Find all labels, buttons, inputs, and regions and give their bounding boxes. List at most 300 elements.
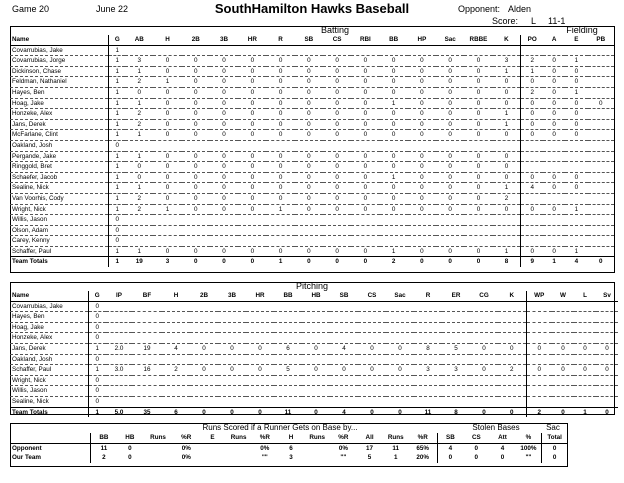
batting-row-mcfarlane-clint-cell-12: 0 bbox=[408, 130, 436, 141]
batting-row-covarrubias-jake-cell-10 bbox=[351, 45, 379, 56]
batting-row-dickinson-chase-cell-3: 0 bbox=[153, 66, 181, 77]
pitching-row-willis-jason-cell-2 bbox=[106, 386, 132, 397]
batting-row-hoag-jake-cell-12: 0 bbox=[408, 98, 436, 109]
summary-row-opponent-cell-11: 17 bbox=[366, 444, 374, 452]
batting-row-schaefer-jacob-cell-7: 0 bbox=[266, 172, 294, 183]
batting-row-feldman-nathaniel-cell-15: 0 bbox=[493, 77, 521, 88]
batting-row-hayes-ben-cell-name: Hayes, Ben bbox=[10, 87, 109, 98]
pitching-row-honzeke-alex-cell-9 bbox=[302, 333, 330, 344]
batting-row-schaefer-jacob-cell-9: 0 bbox=[323, 172, 351, 183]
pitching-totals-row-cell-18: 0 bbox=[552, 407, 574, 417]
pitching-row-schaffer-paul-cell-11: 0 bbox=[358, 365, 386, 376]
pitching-row-covarrubias-jake-cell-14 bbox=[442, 301, 470, 312]
batting-title: Batting bbox=[320, 25, 350, 35]
pitching-row-jans-derek-cell-3: 19 bbox=[132, 343, 162, 354]
batting-row-jans-derek-cell-2: 2 bbox=[125, 119, 153, 130]
batting-row-hoag-jake-cell-3: 0 bbox=[153, 98, 181, 109]
pitching-row-schaffer-paul-cell-4: 2 bbox=[162, 365, 190, 376]
pitching-row-honzeke-alex-cell-10 bbox=[330, 333, 358, 344]
batting-row-sealine-nick-cell-1: 1 bbox=[109, 183, 125, 194]
pitching-row-honzeke-alex-cell-11 bbox=[358, 333, 386, 344]
pitching-row-willis-jason-cell-14 bbox=[442, 386, 470, 397]
batting-row-oakland-josh-cell-16 bbox=[521, 140, 543, 151]
batting-row-ringgold-bret-cell-3: 0 bbox=[153, 162, 181, 173]
pitching-row-honzeke-alex-cell-18 bbox=[552, 333, 574, 344]
batting-row-pergande-jake-cell-9: 0 bbox=[323, 151, 351, 162]
batting-row-van-voorhis-cody-cell-17 bbox=[543, 193, 565, 204]
batting-row-honzeke-alex-cell-5: 0 bbox=[210, 109, 238, 120]
pitching-row-covarrubias-jake-cell-6 bbox=[218, 301, 246, 312]
batting-row-van-voorhis-cody-cell-19 bbox=[588, 193, 615, 204]
pitching-header-row-cell-6: 3B bbox=[218, 291, 246, 301]
batting-header-row bbox=[10, 35, 614, 45]
pitching-row-hoag-jake-cell-15 bbox=[470, 322, 498, 333]
summary-header-row-cell-10: %R bbox=[330, 433, 356, 443]
batting-row-oakland-josh-cell-12 bbox=[408, 140, 436, 151]
batting-row-willis-jason-cell-2 bbox=[125, 215, 153, 226]
opponent-name: Alden bbox=[508, 4, 532, 14]
batting-row-feldman-nathaniel-cell-6: 0 bbox=[238, 77, 266, 88]
batting-header-row-cell-17: A bbox=[543, 35, 565, 45]
pitching-row-hayes-ben-cell-1: 0 bbox=[88, 312, 106, 323]
pitching-row-jans-derek-cell-18: 0 bbox=[552, 343, 574, 354]
summary-row-our-team-cell-name: Our Team bbox=[12, 454, 41, 462]
pitching-row-willis-jason-cell-8 bbox=[274, 386, 302, 397]
batting-row-honzeke-alex-cell-10: 0 bbox=[351, 109, 379, 120]
batting-totals-row-cell-5: 0 bbox=[210, 257, 238, 267]
batting-row-covarrubias-jorge-cell-11: 0 bbox=[380, 56, 408, 67]
batting-row-honzeke-alex-cell-9: 0 bbox=[323, 109, 351, 120]
batting-row-honzeke-alex-cell-8: 0 bbox=[295, 109, 323, 120]
batting-row-hoag-jake-cell-1: 1 bbox=[109, 98, 125, 109]
pitching-row-hayes-ben-cell-12 bbox=[386, 312, 414, 323]
batting-row-wright-nick-cell-3: 1 bbox=[153, 204, 181, 215]
batting-row-ringgold-bret bbox=[10, 162, 614, 173]
pitching-row-hayes-ben-cell-16 bbox=[498, 312, 526, 323]
batting-row-hayes-ben-cell-8: 0 bbox=[295, 87, 323, 98]
batting-row-schaffer-paul-cell-5: 0 bbox=[210, 246, 238, 257]
batting-row-willis-jason-cell-7 bbox=[266, 215, 294, 226]
pitching-header-row-cell-17: WP bbox=[526, 291, 552, 301]
batting-row-pergande-jake-cell-7: 0 bbox=[266, 151, 294, 162]
batting-totals-row-cell-18: 4 bbox=[565, 257, 587, 267]
batting-row-schaffer-paul bbox=[10, 246, 614, 257]
pitching-row-oakland-josh-cell-2 bbox=[106, 354, 132, 365]
batting-row-van-voorhis-cody bbox=[10, 193, 614, 204]
batting-row-ringgold-bret-cell-19 bbox=[588, 162, 615, 173]
batting-row-van-voorhis-cody-cell-2: 2 bbox=[125, 193, 153, 204]
batting-row-dickinson-chase-cell-9: 0 bbox=[323, 66, 351, 77]
pitching-row-hoag-jake-cell-9 bbox=[302, 322, 330, 333]
batting-row-hayes-ben-cell-13: 0 bbox=[436, 87, 464, 98]
pitching-row-sealine-nick-cell-13 bbox=[414, 396, 442, 407]
pitching-row-schaffer-paul-cell-3: 16 bbox=[132, 365, 162, 376]
pitching-row-wright-nick-cell-18 bbox=[552, 375, 574, 386]
batting-totals-row-cell-13: 0 bbox=[436, 257, 464, 267]
pitching-row-wright-nick-cell-10 bbox=[330, 375, 358, 386]
pitching-row-honzeke-alex-cell-6 bbox=[218, 333, 246, 344]
batting-row-van-voorhis-cody-cell-10: 0 bbox=[351, 193, 379, 204]
batting-row-carey-kenny bbox=[10, 236, 614, 247]
summary-row-opponent-cell-16: 4 bbox=[500, 444, 505, 452]
batting-row-pergande-jake-cell-5: 0 bbox=[210, 151, 238, 162]
pitching-row-honzeke-alex-cell-1: 0 bbox=[88, 333, 106, 344]
stolen-bases-title: Stolen Bases bbox=[472, 423, 520, 432]
pitching-row-jans-derek-cell-4: 4 bbox=[162, 343, 190, 354]
batting-row-schaefer-jacob-cell-12: 0 bbox=[408, 172, 436, 183]
batting-row-covarrubias-jorge-cell-14: 0 bbox=[464, 56, 492, 67]
pitching-row-willis-jason-cell-18 bbox=[552, 386, 574, 397]
pitching-row-jans-derek-cell-12: 0 bbox=[386, 343, 414, 354]
batting-row-jans-derek-cell-7: 0 bbox=[266, 119, 294, 130]
pitching-row-covarrubias-jake-cell-2 bbox=[106, 301, 132, 312]
pitching-row-hayes-ben-cell-7 bbox=[246, 312, 274, 323]
batting-row-schaefer-jacob-cell-17: 0 bbox=[543, 172, 565, 183]
batting-row-jans-derek-cell-9: 0 bbox=[323, 119, 351, 130]
pitching-row-sealine-nick-cell-11 bbox=[358, 396, 386, 407]
batting-row-wright-nick-cell-15: 0 bbox=[493, 204, 521, 215]
pitching-row-jans-derek-cell-2: 2.0 bbox=[106, 343, 132, 354]
pitching-row-willis-jason-cell-17 bbox=[526, 386, 552, 397]
batting-row-carey-kenny-cell-18 bbox=[565, 236, 587, 247]
batting-row-sealine-nick-cell-18: 0 bbox=[565, 183, 587, 194]
pitching-row-willis-jason-cell-6 bbox=[218, 386, 246, 397]
batting-header-row-cell-19: PB bbox=[588, 35, 615, 45]
pitching-row-jans-derek-cell-5: 0 bbox=[190, 343, 218, 354]
batting-row-hoag-jake-cell-7: 0 bbox=[266, 98, 294, 109]
sac-title: Sac bbox=[546, 423, 560, 432]
batting-row-schaffer-paul-cell-6: 0 bbox=[238, 246, 266, 257]
batting-row-dickinson-chase-cell-12: 0 bbox=[408, 66, 436, 77]
batting-row-van-voorhis-cody-cell-7: 0 bbox=[266, 193, 294, 204]
pitching-row-hayes-ben-cell-3 bbox=[132, 312, 162, 323]
pitching-row-willis-jason bbox=[10, 386, 618, 397]
batting-row-feldman-nathaniel bbox=[10, 77, 614, 88]
batting-header-row-cell-3: H bbox=[153, 35, 181, 45]
batting-row-willis-jason-cell-6 bbox=[238, 215, 266, 226]
batting-row-honzeke-alex-cell-17: 0 bbox=[543, 109, 565, 120]
pitching-row-sealine-nick-cell-18 bbox=[552, 396, 574, 407]
pitching-row-wright-nick bbox=[10, 375, 618, 386]
batting-row-carey-kenny-cell-14 bbox=[464, 236, 492, 247]
batting-row-carey-kenny-cell-11 bbox=[380, 236, 408, 247]
batting-row-honzeke-alex-cell-18: 0 bbox=[565, 109, 587, 120]
batting-row-wright-nick-cell-11: 0 bbox=[380, 204, 408, 215]
summary-header-row-cell-15: CS bbox=[463, 433, 489, 443]
batting-totals-row-cell-10: 0 bbox=[351, 257, 379, 267]
batting-row-jans-derek-cell-14: 0 bbox=[464, 119, 492, 130]
summary-row-our-team-cell-17: "" bbox=[525, 454, 532, 462]
batting-row-wright-nick-cell-14: 0 bbox=[464, 204, 492, 215]
pitching-row-covarrubias-jake-cell-20 bbox=[596, 301, 618, 312]
pitching-row-covarrubias-jake-cell-18 bbox=[552, 301, 574, 312]
batting-row-van-voorhis-cody-cell-6: 0 bbox=[238, 193, 266, 204]
batting-row-olson-adam-cell-8 bbox=[295, 225, 323, 236]
summary-row-opponent-cell-name: Opponent bbox=[12, 444, 42, 452]
batting-row-olson-adam-cell-4 bbox=[182, 225, 210, 236]
pitching-row-hoag-jake-cell-13 bbox=[414, 322, 442, 333]
batting-row-olson-adam-cell-name: Olson, Adam bbox=[10, 225, 109, 236]
batting-row-jans-derek-cell-10: 0 bbox=[351, 119, 379, 130]
pitching-row-oakland-josh-cell-1: 0 bbox=[88, 354, 106, 365]
batting-row-feldman-nathaniel-cell-12: 0 bbox=[408, 77, 436, 88]
batting-row-wright-nick-cell-12: 0 bbox=[408, 204, 436, 215]
batting-row-jans-derek-cell-4: 0 bbox=[182, 119, 210, 130]
batting-row-feldman-nathaniel-cell-11: 0 bbox=[380, 77, 408, 88]
pitching-row-wright-nick-cell-13 bbox=[414, 375, 442, 386]
batting-row-dickinson-chase-cell-10: 0 bbox=[351, 66, 379, 77]
pitching-row-oakland-josh-cell-6 bbox=[218, 354, 246, 365]
batting-row-carey-kenny-cell-17 bbox=[543, 236, 565, 247]
summary-row-our-team-cell-4: 0% bbox=[181, 454, 191, 462]
batting-row-covarrubias-jake-cell-6 bbox=[238, 45, 266, 56]
batting-row-pergande-jake-cell-10: 0 bbox=[351, 151, 379, 162]
batting-row-van-voorhis-cody-cell-8: 0 bbox=[295, 193, 323, 204]
pitching-row-hoag-jake-cell-1: 0 bbox=[88, 322, 106, 333]
batting-row-covarrubias-jake-cell-15 bbox=[493, 45, 521, 56]
batting-row-covarrubias-jorge-cell-16: 2 bbox=[521, 56, 543, 67]
pitching-row-jans-derek-cell-9: 0 bbox=[302, 343, 330, 354]
pitching-row-covarrubias-jake-cell-17 bbox=[526, 301, 552, 312]
batting-header-row-cell-12: HP bbox=[408, 35, 436, 45]
summary-row-opponent-cell-17: 100% bbox=[520, 444, 537, 452]
batting-row-willis-jason-cell-3 bbox=[153, 215, 181, 226]
batting-row-dickinson-chase-cell-5: 0 bbox=[210, 66, 238, 77]
batting-header-row-cell-10: RBI bbox=[351, 35, 379, 45]
pitching-row-willis-jason-cell-16 bbox=[498, 386, 526, 397]
pitching-row-jans-derek-cell-14: 5 bbox=[442, 343, 470, 354]
summary-row-our-team-cell-16: 0 bbox=[500, 454, 505, 462]
batting-row-schaffer-paul-cell-9: 0 bbox=[323, 246, 351, 257]
pitching-row-covarrubias-jake-cell-5 bbox=[190, 301, 218, 312]
batting-row-schaffer-paul-cell-19 bbox=[588, 246, 615, 257]
batting-row-pergande-jake-cell-14: 0 bbox=[464, 151, 492, 162]
pitching-row-hayes-ben-cell-18 bbox=[552, 312, 574, 323]
batting-row-oakland-josh bbox=[10, 140, 614, 151]
batting-row-jans-derek bbox=[10, 119, 614, 130]
pitching-row-sealine-nick-cell-9 bbox=[302, 396, 330, 407]
batting-row-hayes-ben-cell-7: 0 bbox=[266, 87, 294, 98]
batting-row-dickinson-chase-cell-6: 0 bbox=[238, 66, 266, 77]
batting-row-covarrubias-jake-cell-17 bbox=[543, 45, 565, 56]
batting-row-schaefer-jacob-cell-16: 0 bbox=[521, 172, 543, 183]
batting-row-carey-kenny-cell-8 bbox=[295, 236, 323, 247]
summary-row-opponent-cell-2: 0 bbox=[128, 444, 132, 452]
batting-row-schaffer-paul-cell-14: 0 bbox=[464, 246, 492, 257]
pitching-row-oakland-josh-cell-15 bbox=[470, 354, 498, 365]
batting-header-row-cell-9: CS bbox=[323, 35, 351, 45]
batting-row-oakland-josh-cell-14 bbox=[464, 140, 492, 151]
batting-header-row-cell-14: RBBE bbox=[464, 35, 492, 45]
batting-row-hoag-jake-cell-name: Hoag, Jake bbox=[10, 98, 109, 109]
batting-row-pergande-jake-cell-18 bbox=[565, 151, 587, 162]
pitching-row-honzeke-alex-cell-14 bbox=[442, 333, 470, 344]
pitching-header-row-cell-13: R bbox=[414, 291, 442, 301]
batting-row-pergande-jake-cell-6: 0 bbox=[238, 151, 266, 162]
pitching-row-hayes-ben-cell-13 bbox=[414, 312, 442, 323]
batting-row-willis-jason-cell-4 bbox=[182, 215, 210, 226]
batting-row-schaffer-paul-cell-8: 0 bbox=[295, 246, 323, 257]
batting-row-hoag-jake-cell-10: 0 bbox=[351, 98, 379, 109]
batting-row-hayes-ben bbox=[10, 87, 614, 98]
batting-row-honzeke-alex-cell-name: Honzeke, Alex bbox=[10, 109, 109, 120]
summary-header-row-cell-16: Att bbox=[489, 433, 515, 443]
batting-row-van-voorhis-cody-cell-1: 1 bbox=[109, 193, 125, 204]
batting-row-honzeke-alex-cell-15: 1 bbox=[493, 109, 521, 120]
batting-row-ringgold-bret-cell-4: 0 bbox=[182, 162, 210, 173]
batting-row-hoag-jake-cell-13: 0 bbox=[436, 98, 464, 109]
pitching-row-covarrubias-jake-cell-12 bbox=[386, 301, 414, 312]
pitching-row-covarrubias-jake bbox=[10, 301, 618, 312]
pitching-row-covarrubias-jake-cell-10 bbox=[330, 301, 358, 312]
pitching-row-schaffer-paul-cell-1: 1 bbox=[88, 365, 106, 376]
batting-row-covarrubias-jorge-cell-name: Covarrubias, Jorge bbox=[10, 56, 109, 67]
pitching-row-hayes-ben-cell-11 bbox=[358, 312, 386, 323]
pitching-row-hayes-ben-cell-5 bbox=[190, 312, 218, 323]
batting-row-covarrubias-jake-cell-2 bbox=[125, 45, 153, 56]
batting-row-willis-jason-cell-18 bbox=[565, 215, 587, 226]
pitching-row-honzeke-alex-cell-12 bbox=[386, 333, 414, 344]
batting-row-jans-derek-cell-8: 0 bbox=[295, 119, 323, 130]
batting-totals-row-cell-name: Team Totals bbox=[10, 257, 109, 267]
batting-row-jans-derek-cell-16: 0 bbox=[521, 119, 543, 130]
pitching-row-schaffer-paul-cell-13: 3 bbox=[414, 365, 442, 376]
pitching-row-oakland-josh-cell-18 bbox=[552, 354, 574, 365]
pitching-row-willis-jason-cell-7 bbox=[246, 386, 274, 397]
pitching-row-wright-nick-cell-4 bbox=[162, 375, 190, 386]
batting-row-carey-kenny-cell-7 bbox=[266, 236, 294, 247]
batting-row-olson-adam-cell-9 bbox=[323, 225, 351, 236]
pitching-row-jans-derek-cell-16: 0 bbox=[498, 343, 526, 354]
batting-row-honzeke-alex-cell-6: 0 bbox=[238, 109, 266, 120]
batting-row-schaffer-paul-cell-2: 1 bbox=[125, 246, 153, 257]
batting-totals-row-cell-19: 0 bbox=[588, 257, 615, 267]
batting-row-ringgold-bret-cell-9: 0 bbox=[323, 162, 351, 173]
pitching-header-row-cell-5: 2B bbox=[190, 291, 218, 301]
summary-row-opponent-cell-8: 6 bbox=[289, 444, 293, 452]
pitching-totals-row-cell-5: 0 bbox=[190, 407, 218, 417]
batting-row-oakland-josh-cell-15 bbox=[493, 140, 521, 151]
pitching-row-wright-nick-cell-1: 0 bbox=[88, 375, 106, 386]
pitching-row-hoag-jake-cell-3 bbox=[132, 322, 162, 333]
batting-row-ringgold-bret-cell-17 bbox=[543, 162, 565, 173]
pitching-row-jans-derek-cell-20: 0 bbox=[596, 343, 618, 354]
summary-row-our-team-cell-5 bbox=[199, 453, 225, 463]
pitching-row-jans-derek-cell-19: 0 bbox=[574, 343, 596, 354]
batting-totals-row-cell-11: 2 bbox=[380, 257, 408, 267]
pitching-row-hoag-jake-cell-8 bbox=[274, 322, 302, 333]
batting-row-mcfarlane-clint-cell-3: 0 bbox=[153, 130, 181, 141]
batting-row-olson-adam-cell-19 bbox=[588, 225, 615, 236]
pitching-row-hayes-ben-cell-8 bbox=[274, 312, 302, 323]
pitching-totals-row-cell-20: 0 bbox=[596, 407, 618, 417]
pitching-row-schaffer-paul-cell-12: 0 bbox=[386, 365, 414, 376]
pitching-row-covarrubias-jake-cell-15 bbox=[470, 301, 498, 312]
batting-row-covarrubias-jorge-cell-7: 0 bbox=[266, 56, 294, 67]
pitching-row-willis-jason-cell-20 bbox=[596, 386, 618, 397]
batting-row-ringgold-bret-cell-10: 0 bbox=[351, 162, 379, 173]
batting-row-hayes-ben-cell-5: 0 bbox=[210, 87, 238, 98]
batting-row-oakland-josh-cell-3 bbox=[153, 140, 181, 151]
pitching-row-covarrubias-jake-cell-name: Covarrubias, Jake bbox=[10, 301, 88, 312]
batting-row-ringgold-bret-cell-6: 0 bbox=[238, 162, 266, 173]
batting-row-sealine-nick-cell-19 bbox=[588, 183, 615, 194]
batting-row-hayes-ben-cell-10: 0 bbox=[351, 87, 379, 98]
pitching-row-sealine-nick bbox=[10, 396, 618, 407]
pitching-row-wright-nick-cell-7 bbox=[246, 375, 274, 386]
pitching-row-oakland-josh-cell-5 bbox=[190, 354, 218, 365]
pitching-totals-row bbox=[10, 407, 618, 417]
batting-row-willis-jason-cell-17 bbox=[543, 215, 565, 226]
summary-header-row-cell-6: Runs bbox=[226, 433, 252, 443]
pitching-row-covarrubias-jake-cell-3 bbox=[132, 301, 162, 312]
batting-row-hoag-jake-cell-19: 0 bbox=[588, 98, 615, 109]
batting-row-oakland-josh-cell-name: Oakland, Josh bbox=[10, 140, 109, 151]
batting-row-schaefer-jacob-cell-11: 1 bbox=[380, 172, 408, 183]
batting-row-jans-derek-cell-15: 1 bbox=[493, 119, 521, 130]
batting-row-wright-nick-cell-2: 2 bbox=[125, 204, 153, 215]
batting-row-carey-kenny-cell-10 bbox=[351, 236, 379, 247]
batting-row-sealine-nick-cell-5: 0 bbox=[210, 183, 238, 194]
batting-row-hoag-jake-cell-17: 0 bbox=[543, 98, 565, 109]
batting-row-covarrubias-jorge-cell-5: 0 bbox=[210, 56, 238, 67]
pitching-row-hayes-ben bbox=[10, 312, 618, 323]
summary-header-row-cell-2: HB bbox=[117, 433, 143, 443]
batting-row-hoag-jake-cell-4: 0 bbox=[182, 98, 210, 109]
batting-row-dickinson-chase-cell-14: 0 bbox=[464, 66, 492, 77]
pitching-row-sealine-nick-cell-7 bbox=[246, 396, 274, 407]
pitching-row-honzeke-alex-cell-19 bbox=[574, 333, 596, 344]
pitching-row-oakland-josh-cell-8 bbox=[274, 354, 302, 365]
batting-row-hayes-ben-cell-19 bbox=[588, 87, 615, 98]
pitching-row-honzeke-alex-cell-8 bbox=[274, 333, 302, 344]
batting-row-oakland-josh-cell-9 bbox=[323, 140, 351, 151]
batting-row-willis-jason-cell-16 bbox=[521, 215, 543, 226]
batting-row-honzeke-alex-cell-13: 0 bbox=[436, 109, 464, 120]
batting-row-wright-nick-cell-5: 0 bbox=[210, 204, 238, 215]
batting-row-sealine-nick bbox=[10, 183, 614, 194]
batting-row-willis-jason-cell-19 bbox=[588, 215, 615, 226]
pitching-row-schaffer-paul-cell-name: Schaffer, Paul bbox=[10, 365, 88, 376]
batting-row-wright-nick-cell-16: 0 bbox=[521, 204, 543, 215]
pitching-row-hayes-ben-cell-name: Hayes, Ben bbox=[10, 312, 88, 323]
pitching-row-willis-jason-cell-15 bbox=[470, 386, 498, 397]
batting-row-covarrubias-jake-cell-7 bbox=[266, 45, 294, 56]
pitching-row-hoag-jake-cell-12 bbox=[386, 322, 414, 333]
batting-row-mcfarlane-clint-cell-6: 0 bbox=[238, 130, 266, 141]
batting-row-schaffer-paul-cell-10: 0 bbox=[351, 246, 379, 257]
batting-row-mcfarlane-clint-cell-18: 0 bbox=[565, 130, 587, 141]
batting-row-ringgold-bret-cell-name: Ringgold, Bret bbox=[10, 162, 109, 173]
pitching-row-jans-derek-cell-7: 0 bbox=[246, 343, 274, 354]
pitching-row-schaffer-paul-cell-15: 0 bbox=[470, 365, 498, 376]
batting-row-honzeke-alex-cell-19 bbox=[588, 109, 615, 120]
batting-row-oakland-josh-cell-17 bbox=[543, 140, 565, 151]
batting-row-hayes-ben-cell-15: 0 bbox=[493, 87, 521, 98]
batting-row-ringgold-bret-cell-7: 0 bbox=[266, 162, 294, 173]
batting-row-pergande-jake-cell-2: 1 bbox=[125, 151, 153, 162]
batting-row-wright-nick-cell-4: 0 bbox=[182, 204, 210, 215]
batting-row-honzeke-alex-cell-16: 0 bbox=[521, 109, 543, 120]
batting-row-dickinson-chase-cell-16: 1 bbox=[521, 66, 543, 77]
pitching-row-covarrubias-jake-cell-13 bbox=[414, 301, 442, 312]
batting-row-oakland-josh-cell-8 bbox=[295, 140, 323, 151]
pitching-row-hoag-jake-cell-17 bbox=[526, 322, 552, 333]
pitching-row-honzeke-alex bbox=[10, 333, 618, 344]
pitching-row-sealine-nick-cell-20 bbox=[596, 396, 618, 407]
batting-row-schaefer-jacob-cell-15: 0 bbox=[493, 172, 521, 183]
batting-row-covarrubias-jorge-cell-15: 3 bbox=[493, 56, 521, 67]
